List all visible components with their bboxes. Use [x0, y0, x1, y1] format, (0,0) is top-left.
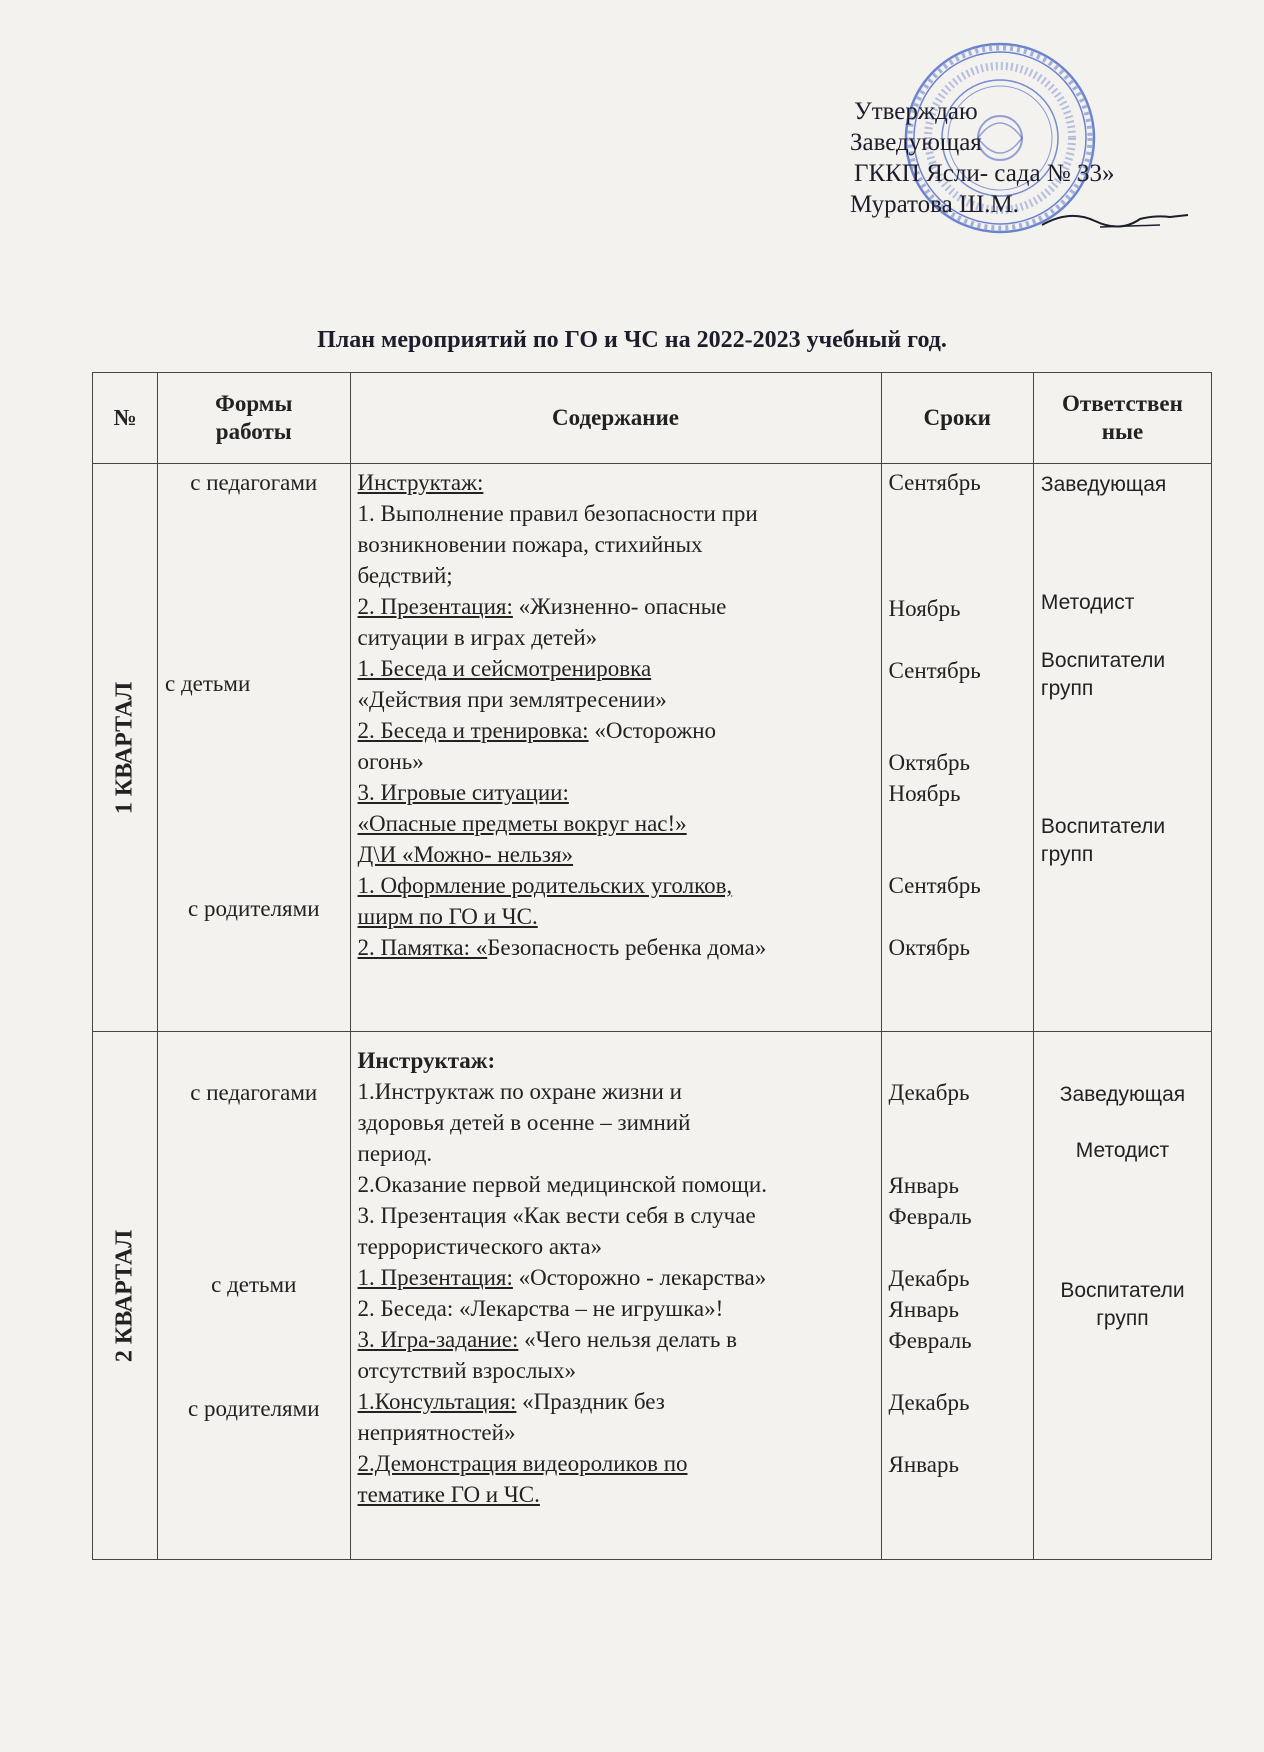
- table-header-row: [93, 373, 1212, 464]
- content-underlined: 1.Консультация:: [357, 1389, 517, 1414]
- term: Январь: [888, 1173, 959, 1198]
- form-teachers: с педагогами: [190, 470, 318, 495]
- quarter-2-forms: [158, 1032, 351, 1560]
- form-parents: с родителями: [188, 1396, 320, 1421]
- header-terms-label: Сроки: [923, 405, 991, 430]
- content-line: 1. Оформление родительских уголков,: [357, 873, 733, 898]
- responsible: групп: [1040, 843, 1094, 866]
- quarter-2-content: [350, 1032, 881, 1560]
- term: Сентябрь: [888, 873, 981, 898]
- content-line: «Действия при землятресении»: [357, 687, 667, 712]
- approval-line-position: Заведующая: [850, 129, 982, 156]
- content-underlined: 2. Беседа и тренировка:: [357, 718, 589, 743]
- content-line: [358, 715, 876, 746]
- table-row-quarter-2: [93, 1032, 1212, 1560]
- content-rest: «Праздник без: [516, 1389, 665, 1414]
- content-line: 2.Оказание первой медицинской помощи.: [357, 1172, 767, 1197]
- approval-line-organization: ГККП Ясли- сада № 33»: [854, 160, 1115, 187]
- content-line: отсутствий взрослых»: [357, 1358, 576, 1383]
- quarter-1-responsible: [1033, 464, 1211, 1032]
- content-rest: «Осторожно - лекарства»: [512, 1265, 767, 1290]
- content-line: 1. Выполнение правил безопасности при: [357, 501, 758, 526]
- term: Декабрь: [888, 1080, 970, 1105]
- signature: [1040, 205, 1190, 235]
- content-line: «Опасные предметы вокруг нас!»: [357, 811, 687, 836]
- content-line: ширм по ГО и ЧС.: [357, 904, 538, 929]
- term: Январь: [888, 1297, 959, 1322]
- term: Декабрь: [888, 1390, 970, 1415]
- content-line: [358, 1262, 876, 1293]
- content-line: [358, 1324, 876, 1355]
- form-children: с детьми: [165, 671, 251, 696]
- content-line: 1. Беседа и сейсмотренировка: [357, 656, 652, 681]
- page-title: План мероприятий по ГО и ЧС на 2022-2023 учебный год.: [317, 327, 947, 353]
- content-line: [358, 591, 876, 622]
- form-teachers: с педагогами: [190, 1080, 318, 1105]
- header-resp-line2: ные: [1101, 419, 1144, 444]
- quarter-2-responsible: [1033, 1032, 1211, 1560]
- header-number-label: №: [113, 405, 137, 430]
- approval-line-name: Муратова Ш.М.: [850, 191, 1019, 218]
- content-line: [358, 1386, 876, 1417]
- content-line: 1.Инструктаж по охране жизни и: [357, 1079, 682, 1104]
- quarter-1-label: 1 КВАРТАЛ: [111, 681, 138, 814]
- term: Январь: [888, 1452, 959, 1477]
- quarter-1-content: [350, 464, 881, 1032]
- content-line: ситуации в играх детей»: [357, 625, 598, 650]
- responsible: групп: [1040, 677, 1094, 700]
- header-content: [350, 373, 881, 464]
- header-resp-line1: Ответствен: [1062, 391, 1183, 416]
- table-row-quarter-1: [93, 464, 1212, 1032]
- header-forms: [158, 373, 351, 464]
- header-terms: [881, 373, 1033, 464]
- approval-line-approve: Утверждаю: [854, 98, 978, 125]
- content-rest: «Осторожно: [588, 718, 717, 743]
- content-underlined: 2. Презентация:: [357, 594, 513, 619]
- header-forms-line2: работы: [215, 419, 292, 444]
- quarter-1-terms: [881, 464, 1033, 1032]
- content-line: период.: [357, 1141, 433, 1166]
- responsible: Методист: [1040, 591, 1135, 614]
- responsible: Воспитатели: [1040, 815, 1166, 838]
- quarter-1-cell: [93, 464, 158, 1032]
- term: Февраль: [888, 1204, 972, 1229]
- term: Ноябрь: [888, 781, 961, 806]
- header-number: [93, 373, 158, 464]
- responsible: Воспитатели: [1060, 1279, 1185, 1302]
- term: Октябрь: [888, 750, 971, 775]
- content-line: террористического акта»: [357, 1234, 602, 1259]
- header-responsible: [1033, 373, 1211, 464]
- content-line: 3. Игровые ситуации:: [357, 780, 569, 805]
- content-rest: «Жизненно- опасные: [512, 594, 727, 619]
- form-children: с детьми: [211, 1272, 297, 1297]
- form-parents: с родителями: [188, 896, 320, 921]
- term: Сентябрь: [888, 658, 981, 683]
- content-line: Д\И «Можно- нельзя»: [357, 842, 574, 867]
- term: Сентябрь: [888, 470, 981, 495]
- content-line: тематике ГО и ЧС.: [357, 1482, 540, 1507]
- content-line: неприятностей»: [357, 1420, 516, 1445]
- quarter-2-cell: [93, 1032, 158, 1560]
- content-line: 3. Презентация «Как вести себя в случае: [357, 1203, 756, 1228]
- quarter-2-label: 2 КВАРТАЛ: [111, 1229, 138, 1362]
- content-line: здоровья детей в осенне – зимний: [357, 1110, 691, 1135]
- content-underlined: 3. Игра-задание:: [357, 1327, 519, 1352]
- term: Ноябрь: [888, 596, 961, 621]
- content-line: Инструктаж:: [357, 470, 484, 495]
- content-line: [358, 932, 876, 963]
- content-underlined: 1. Презентация:: [357, 1265, 513, 1290]
- responsible: Заведующая: [1040, 473, 1167, 496]
- approval-block: [850, 96, 1114, 220]
- quarter-1-forms: [158, 464, 351, 1032]
- term: Декабрь: [888, 1266, 970, 1291]
- responsible: Заведующая: [1059, 1083, 1186, 1106]
- responsible: Воспитатели: [1040, 649, 1166, 672]
- content-line: Инструктаж:: [357, 1048, 496, 1073]
- term: Февраль: [888, 1328, 972, 1353]
- header-forms-line1: Формы: [215, 391, 293, 416]
- content-line: огонь»: [357, 749, 424, 774]
- content-rest: «Чего нельзя делать в: [518, 1327, 737, 1352]
- quarter-2-terms: [881, 1032, 1033, 1560]
- content-line: 2.Демонстрация видеороликов по: [357, 1451, 688, 1476]
- content-rest: Безопасность ребенка дома»: [487, 935, 767, 960]
- responsible: групп: [1096, 1307, 1149, 1330]
- content-underlined: 2. Памятка: «: [357, 935, 488, 960]
- header-content-label: Содержание: [552, 405, 680, 430]
- plan-table: [92, 372, 1212, 1560]
- term: Октябрь: [888, 935, 971, 960]
- content-line: бедствий;: [357, 563, 453, 588]
- content-line: 2. Беседа: «Лекарства – не игрушка»!: [357, 1296, 724, 1321]
- content-line: возникновении пожара, стихийных: [357, 532, 703, 557]
- responsible: Методист: [1075, 1139, 1170, 1162]
